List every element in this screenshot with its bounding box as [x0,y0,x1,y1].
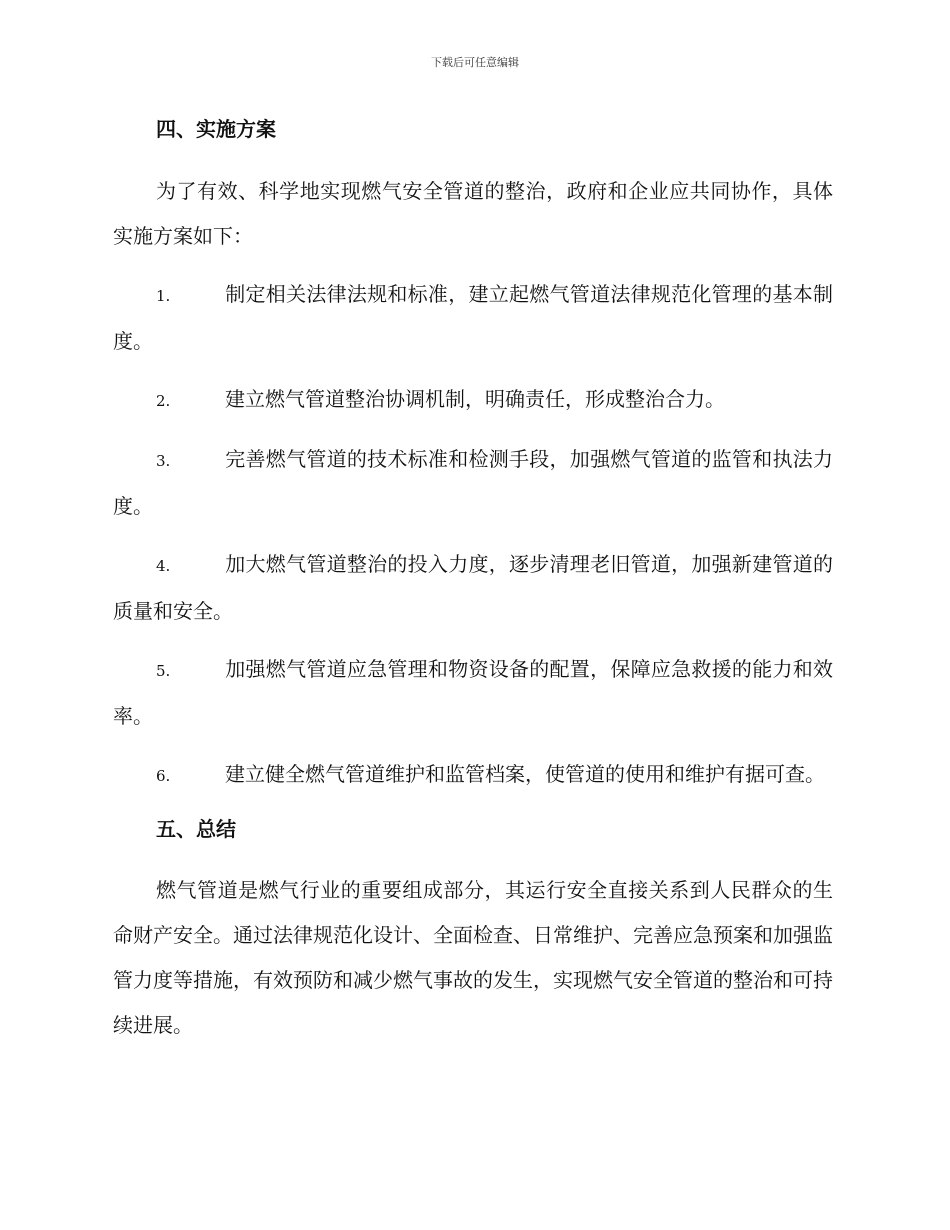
list-item-number: 1. [156,287,171,305]
implementation-list [113,272,833,799]
list-item-text: 完善燃气管道的技术标准和检测手段，加强燃气管道的监管和执法力度。 [113,447,833,518]
list-item-number: 5. [156,662,171,680]
list-item-number: 3. [156,452,171,470]
document-body [113,112,833,1061]
list-item-text: 加强燃气管道应急管理和物资设备的配置，保障应急救援的能力和效率。 [113,657,833,728]
section-4-heading: 四、实施方案 [156,117,276,141]
page-header: 下载后可任意编辑 [431,56,519,69]
list-item-number: 6. [156,767,171,785]
section-4-intro: 为了有效、科学地实现燃气安全管道的整治，政府和企业应共同协作，具体实施方案如下： [113,179,833,248]
list-item [113,542,833,634]
section-5-paragraph: 燃气管道是燃气行业的重要组成部分，其运行安全直接关系到人民群众的生命财产安全。通过法律规范化设计、全面检查、日常维护、完善应急预案和加强监管力度等措施，有效预防和减少燃气事故的发生，实现燃气安全管道的整治和可持续进展。 [113,878,833,1037]
list-item-number: 4. [156,557,171,575]
list-item [113,272,833,364]
list-item [113,647,833,739]
list-item-text: 加大燃气管道整治的投入力度，逐步清理老旧管道，加强新建管道的质量和安全。 [113,552,833,623]
list-item-text: 建立燃气管道整治协调机制，明确责任，形成整治合力。 [225,387,725,411]
section-5-heading: 五、总结 [156,817,236,841]
list-item-text: 建立健全燃气管道维护和监管档案，使管道的使用和维护有据可查。 [225,762,825,786]
list-item-text: 制定相关法律法规和标准，建立起燃气管道法律规范化管理的基本制度。 [113,282,833,353]
list-item [113,752,833,799]
list-item [113,377,833,424]
list-item [113,437,833,529]
list-item-number: 2. [156,392,171,410]
